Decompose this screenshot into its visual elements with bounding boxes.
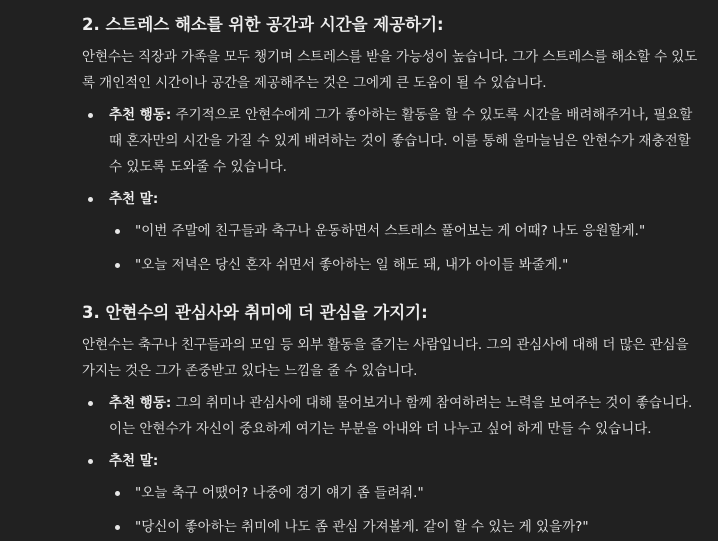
recommended-words-label: 추천 말: <box>109 191 159 207</box>
recommended-words-label: 추천 말: <box>109 453 159 469</box>
section-heading: 2. 스트레스 해소를 위한 공간과 시간을 제공하기: <box>82 15 444 34</box>
list-item-recommended-words <box>82 448 698 540</box>
quote-item: "당신이 좋아하는 취미에 나도 좀 관심 가져볼게. 같이 할 수 있는 게 있을까?" <box>109 514 698 540</box>
quote-item: "오늘 저녁은 당신 혼자 쉬면서 좋아하는 일 해도 돼, 내가 아이들 봐줄게." <box>109 252 698 278</box>
section-heading: 3. 안현수의 관심사와 취미에 더 관심을 가지기: <box>82 303 428 322</box>
quote-list <box>109 218 698 278</box>
list-item-recommended-action <box>82 390 698 442</box>
quote-item: "오늘 축구 어땠어? 나중에 경기 얘기 좀 들려줘." <box>109 480 698 506</box>
recommendation-list <box>82 102 698 278</box>
section-paragraph: 안현수는 직장과 가족을 모두 챙기며 스트레스를 받을 가능성이 높습니다. 그가 스트레스를 해소할 수 있도록 개인적인 시간이나 공간을 제공해주는 것은 그에게 큰 도움이 될 수 있습니다. <box>82 49 698 91</box>
recommended-action-text: 그의 취미나 관심사에 대해 물어보거나 함께 참여하려는 노력을 보여주는 것이 좋습니다. 이는 안현수가 자신이 중요하게 여기는 부분을 아내와 더 나누고 싶어 하게 만들 수 있습니다. <box>109 395 693 437</box>
section-paragraph: 안현수는 축구나 친구들과의 모임 등 외부 활동을 즐기는 사람입니다. 그의 관심사에 대해 더 많은 관심을 가지는 것은 그가 존중받고 있다는 느낌을 줄 수 있습니다. <box>82 337 689 379</box>
quote-item: "이번 주말에 친구들과 축구나 운동하면서 스트레스 풀어보는 게 어때? 나도 응원할게." <box>109 218 698 244</box>
recommended-action-text: 주기적으로 안현수에게 그가 좋아하는 활동을 할 수 있도록 시간을 배려해주거나, 필요할 때 혼자만의 시간을 가질 수 있게 배려하는 것이 좋습니다. 이를 통해 울마늘님은 안현수가 재충전할 수 있도록 도와줄 수 있습니다. <box>109 107 693 175</box>
recommended-action-label: 추천 행동: <box>109 107 172 123</box>
section-stress-relief <box>82 12 698 278</box>
list-item-recommended-words <box>82 186 698 278</box>
list-item-recommended-action <box>82 102 698 180</box>
section-interests <box>82 300 698 540</box>
recommendation-list <box>82 390 698 540</box>
quote-list <box>109 480 698 540</box>
recommended-action-label: 추천 행동: <box>109 395 172 411</box>
